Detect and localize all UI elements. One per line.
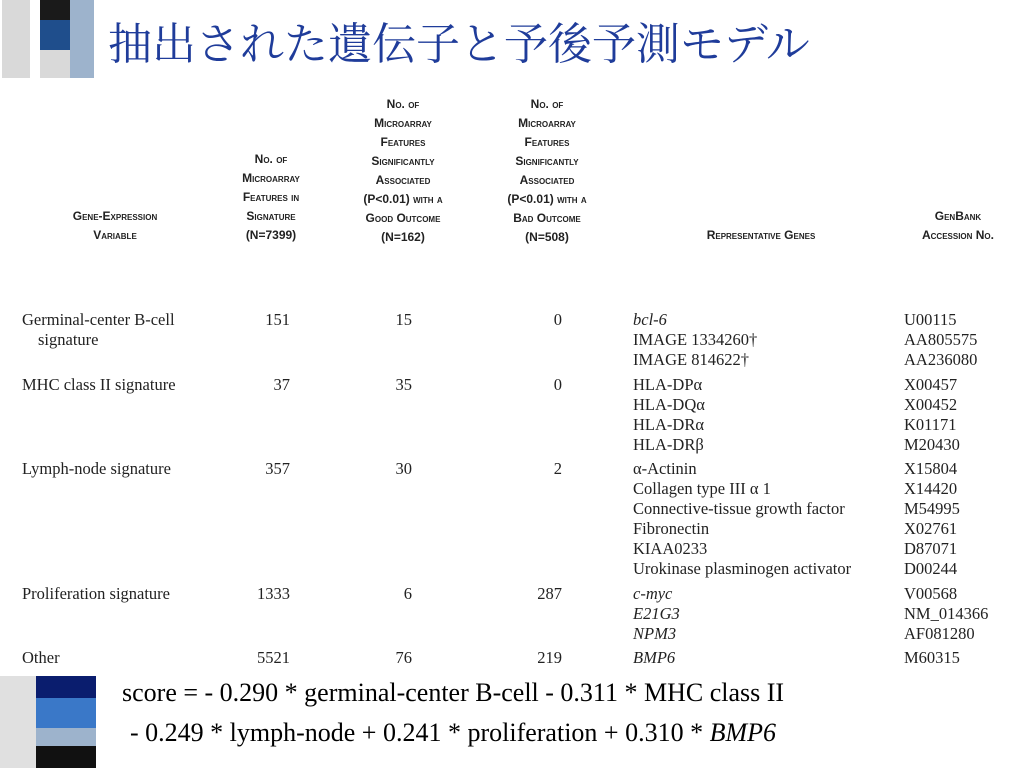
row-variable: Proliferation signature — [22, 584, 171, 603]
row-bad: 2 — [553, 459, 562, 478]
row-features: 5521 — [257, 648, 290, 667]
slide-title: 抽出された遺伝子と予後予測モデル — [108, 19, 810, 70]
row-accession: M60315 — [904, 648, 960, 667]
row-features: 357 — [265, 459, 290, 478]
row-genes: α-Actinin Collagen type III α 1 Connective-tissue growth factor Fibronectin KIAA0233 Urokinase plasminogen activator — [633, 459, 852, 578]
row-good: 6 — [403, 584, 412, 603]
row-accession: X00457 X00452 K01171 M20430 — [904, 375, 960, 454]
row-bad: 287 — [537, 584, 562, 603]
row-variable: Lymph-node signature — [22, 459, 171, 478]
row-bad: 0 — [553, 375, 562, 394]
row-bad: 219 — [537, 648, 562, 667]
corner-decoration-top — [0, 0, 96, 78]
header-genbank-accession: GenBank Accession No. — [921, 209, 994, 242]
row-features: 1333 — [257, 584, 290, 603]
header-features: No. of Microarray Features in Signature (N=7399) — [242, 152, 300, 242]
formula-line-2: - 0.249 * lymph-node + 0.241 * proliferation + 0.310 * BMP6 — [130, 718, 777, 747]
row-genes: bcl-6 IMAGE 1334260† IMAGE 814622† — [633, 310, 758, 369]
row-genes: HLA-DPα HLA-DQα HLA-DRα HLA-DRβ — [633, 375, 705, 454]
row-variable: MHC class II signature — [22, 375, 176, 394]
header-representative-genes: Representative Genes — [706, 228, 816, 242]
row-good: 30 — [395, 459, 412, 478]
row-accession: U00115 AA805575 AA236080 — [904, 310, 978, 369]
corner-decoration-bottom — [0, 676, 118, 768]
row-good: 15 — [395, 310, 412, 329]
header-variable: Gene-Expression Variable — [72, 209, 158, 242]
row-bad: 0 — [553, 310, 562, 329]
formula-line-1: score = - 0.290 * germinal-center B-cell - 0.311 * MHC class II — [122, 678, 785, 707]
row-accession: X15804 X14420 M54995 X02761 D87071 D00244 — [904, 459, 960, 578]
row-variable: Germinal-center B-cell signature — [22, 310, 175, 349]
row-genes: BMP6 — [633, 648, 676, 667]
row-features: 151 — [265, 310, 290, 329]
header-bad-outcome: No. of Microarray Features Significantly Associated (P<0.01) with a Bad Outcome (N=508) — [507, 97, 587, 244]
row-features: 37 — [273, 375, 290, 394]
row-good: 35 — [395, 375, 412, 394]
row-variable: Other — [22, 648, 60, 667]
row-genes: c-myc E21G3 NPM3 — [633, 584, 680, 643]
row-accession: V00568 NM_014366 AF081280 — [904, 584, 989, 643]
header-good-outcome: No. of Microarray Features Significantly Associated (P<0.01) with a Good Outcome (N=162) — [363, 97, 443, 244]
row-good: 76 — [395, 648, 412, 667]
formula-gene: BMP6 — [709, 718, 777, 747]
